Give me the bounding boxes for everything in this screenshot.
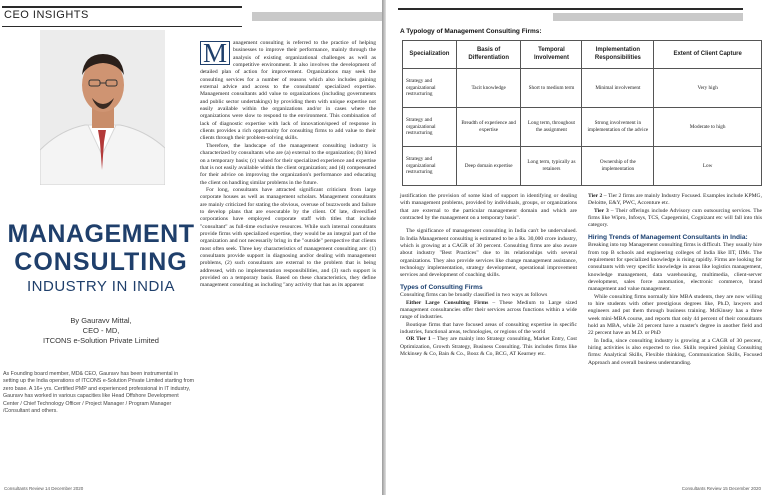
typology-table — [402, 40, 762, 186]
article-column-right-2 — [588, 193, 762, 367]
table-cell: Long term, typically as retainers — [521, 147, 582, 186]
term-label: Either Large Consulting Firms — [406, 299, 489, 306]
body-paragraph: Boutique firms that have focused areas of consulting expertise in specific industries, functional areas, technologies, or regions of the world — [400, 321, 577, 336]
body-paragraph: Therefore, the landscape of the management consulting industry is characterized by consultants who are (a) external to the organization; (b) hired on a temporary basis; (c) valued for their specialized experience and expertise that is not easily available within the client organization; and (d) compensated for their advice on improving the organization's performance and educating the client on handling similar problems in the future. — [200, 142, 376, 186]
table-row — [403, 147, 762, 186]
table-cell: Very high — [654, 69, 762, 108]
term-label: Tier 2 — [588, 193, 603, 199]
table-cell: Long term, throughout the assignment — [521, 108, 582, 147]
subheading: Hiring Trends of Management Consultants in India: — [588, 233, 748, 241]
left-page — [0, 0, 382, 495]
term-text: – Tier 2 firms are mainly Industry Focused. Examples include KPMG, Deloitte, E&Y, PWC, Accenture etc. — [588, 193, 762, 207]
column-header: Basis of Differentiation — [456, 41, 521, 69]
author-photo — [40, 30, 165, 185]
table-cell: Strategy and organizational restructuring — [403, 108, 457, 147]
article-column-left — [200, 40, 376, 290]
table-header-row — [403, 41, 762, 69]
body-paragraph: Breaking into top Management consulting firms is difficult. They usually hire from top B schools and engineering colleges of India like IIT, IIMs. The requirement for specialized knowledge is rising rapidly. Firms are looking for consultants with very specific knowledge in areas like logistics management, knowledge management, data warehousing, multimedia, client-server development, sales force automation, electronic commerce, brand management and value management. — [588, 242, 762, 293]
drop-cap: M — [200, 41, 230, 65]
author-portrait-image — [40, 30, 165, 185]
column-header: Temporal Involvement — [521, 41, 582, 69]
table-row — [403, 69, 762, 108]
body-paragraph — [588, 208, 762, 230]
page-folio-right: Consultants Review 15 December 2020 — [681, 486, 761, 491]
term-label: OR Tier 1 — [406, 336, 431, 343]
column-header: Implementation Responsibilities — [582, 41, 654, 69]
title-line-1: MANAGEMENT — [7, 220, 195, 248]
table-cell: Strong involvement in implementation of the advice — [582, 108, 654, 147]
table-cell: Low — [654, 147, 762, 186]
author-name: By Gauravv Mittal, — [70, 316, 132, 325]
column-header: Extent of Client Capture — [654, 41, 762, 69]
title-line-2: CONSULTING — [14, 248, 188, 276]
table-cell: Minimal involvement — [582, 69, 654, 108]
table-cell: Ownership of the implementation — [582, 147, 654, 186]
right-header-rule — [398, 8, 743, 24]
author-company: ITCONS e-Solution Private Limited — [43, 336, 159, 345]
article-column-right-1 — [400, 193, 577, 358]
byline — [10, 316, 192, 346]
body-paragraph — [400, 300, 577, 322]
term-label: Tier 3 — [594, 207, 609, 214]
body-paragraph: The significance of management consulting in India can't be undervalued. In India Management consulting is estimated to be a Rs. 30,000 crore industry, which is growing at a CAGR of 30 percent. Consulting firms are also aware about industry "Best Practices" due to its relationships with several organizations. They also provide services like change management assistance, technology implementation, strategy development, operational improvement services and development of coaching skills. — [400, 228, 577, 279]
body-paragraph — [588, 193, 762, 208]
section-label: CEO INSIGHTS — [4, 9, 89, 21]
body-paragraph: While consulting firms normally hire MBA students, they are now willing to hire students with other prestigious degrees like, Ph.D, lawyers and engineers and put them through business training. McKinsey has a three week mini-MBA course, and reports that only 44 percent of their consultants hold an MBA, while 24 percent have a master's degree in another field and 22 percent have an M.D. or PhD — [588, 293, 762, 337]
header-bar — [252, 12, 382, 21]
column-header: Specialization — [403, 41, 457, 69]
body-paragraph: justification the provision of some kind of support in identifying or dealing with management problems, provided by individuals, groups, or organizations that are external to the particular management domain and which are contracted by the management on a temporary basis". — [400, 193, 577, 222]
table-cell: Short to medium term — [521, 69, 582, 108]
article-title — [6, 222, 196, 294]
table-cell: Moderate to high — [654, 108, 762, 147]
author-role: CEO - MD, — [82, 326, 120, 335]
author-bio: As Founding board member, MD& CEO, Gauravv has been instrumental in setting up the India operations of ITCONS e-Solution Private Limited starting from zero base. A 16+ yrs. Certified PMP and experienced professional in IT industry, Gauravv has worked in various capacities like Head Offshore Development Center / Chief Technology Officer / Project Manager / Program Manager /Consultant and others. — [3, 371, 195, 415]
body-paragraph: For long, consultants have attracted significant criticism from large corporate houses as well as management scholars. Management consultants are mainly criticized for stating the obvious, overuse of buzzwords and failure to develop plans that are executable by the client. Of late, diversified corporations have employed corporate staff with titles that include "consultant" as full-time exclusive resources. While such internal consultants provide firms with specialized expertise, they would be an integral part of the organization and not necessarily bring in the "outside" perspective that clients most often seek. Three key characteristics of management consulting are: (1) consultants provide support in diagnosing and/or dealing with management problems, (2) such consultants are external to the problem that is being addressed, with no implementation responsibilities, and (3) such support is provided on a temporary basis. Based on these characteristics, they define management consulting as including "any activity that has as its apparent — [200, 186, 376, 289]
table-caption: A Typology of Management Consulting Firms: — [400, 28, 542, 35]
table-cell: Strategy and organizational restructuring — [403, 69, 457, 108]
table-cell: Deep domain expertise — [456, 147, 521, 186]
right-page — [386, 0, 769, 495]
term-text: – Their offerings include Advisory cum outsourcing services. The firms like Wipro, Infosys, TCS, Capegemini, Cognizant etc will fall into this category. — [588, 207, 763, 229]
intro-text: anagement consulting is referred to the practice of helping businesses to improve their performance, mainly through the analysis of existing organizational challenges as well as competitive environment. It also involves the development of detailed plan of action for improvement. Organizations may seek the consulting services for a number of reasons which also includes gaining external advice and access to the consultants' specialized expertise. Management consultants add value to organizations (including governments and public sector undertakings) by providing them with unique expertise not easily available within the organizations and/or in cases where the organizations were slow to respond to the environment. This combination of lack of diagnostic expertise with lack of innovation/speed of response in clients provides a rich opportunity for consulting firms to add value to their clients through their problem-solving skills. — [200, 40, 376, 142]
section-header — [2, 6, 242, 27]
body-paragraph: In India, since consulting industry is growing at a CAGR of 30 percent, hiring activities is also expected to rise. Skills required joining Consulting firms: Analytical Skills, Flexible thinking, Communication Skills, Focused Approach and overall business understanding. — [588, 337, 762, 366]
table-row — [403, 108, 762, 147]
table-cell: Breadth of experience and expertise — [456, 108, 521, 147]
header-bar — [553, 13, 743, 21]
body-paragraph — [400, 336, 577, 358]
term-text: – These Medium to Large sized management consultancies offer their services across functions within a wide range of industries. — [400, 299, 577, 321]
title-line-3: INDUSTRY IN INDIA — [27, 278, 175, 295]
table-cell: Tacit knowledge — [456, 69, 521, 108]
intro-paragraph — [200, 40, 376, 143]
table-cell: Strategy and organizational restructuring — [403, 147, 457, 186]
page-folio-left: Consultants Review 14 December 2020 — [4, 486, 84, 491]
body-paragraph: Consulting firms can be broadly classified in two ways as follows — [400, 292, 548, 299]
subheading: Types of Consulting Firms — [400, 283, 483, 291]
term-text: – They are mainly into Strategy consulting, Market Entry, Cost Optimization, Growth Strategy, Business Consulting. This includes firms like Mckinsey & Co, Bain & Co., Booz & Co, BCG, AT Kearney etc. — [400, 336, 577, 358]
